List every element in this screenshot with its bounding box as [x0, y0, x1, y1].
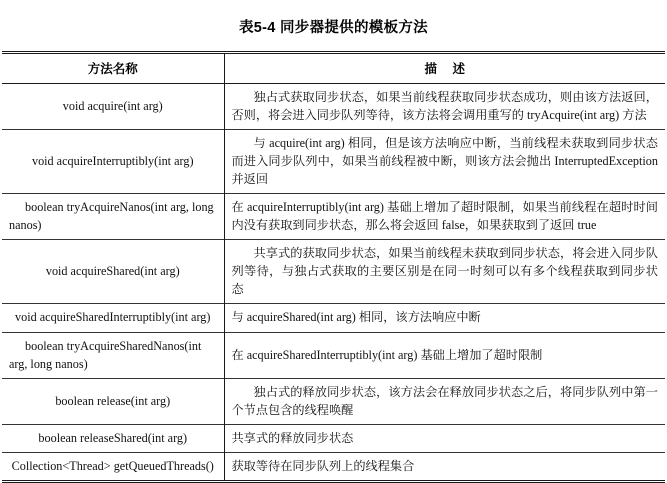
table-row — [2, 194, 665, 240]
cell-description: 独占式获取同步状态，如果当前线程获取同步状态成功，则由该方法返回，否则，将会进入同步队列等待，该方法将会调用重写的 tryAcquire(int arg) 方法 — [224, 84, 665, 130]
cell-method-name: Collection<Thread> getQueuedThreads() — [2, 452, 224, 481]
cell-method-name: boolean release(int arg) — [2, 378, 224, 424]
table-header-row — [2, 53, 665, 84]
table-caption: 表5-4 同步器提供的模板方法 — [239, 20, 428, 36]
table-row — [2, 332, 665, 378]
cell-method-name: void acquireShared(int arg) — [2, 240, 224, 304]
cell-description: 获取等待在同步队列上的线程集合 — [224, 452, 665, 481]
table-row — [2, 378, 665, 424]
cell-method-name: boolean tryAcquireSharedNanos(int arg, long nanos) — [2, 332, 224, 378]
cell-description: 独占式的释放同步状态，该方法会在释放同步状态之后，将同步队列中第一个节点包含的线程唤醒 — [224, 378, 665, 424]
table-row — [2, 240, 665, 304]
table-row — [2, 84, 665, 130]
cell-method-name: boolean tryAcquireNanos(int arg, long nanos) — [2, 194, 224, 240]
cell-method-name: void acquire(int arg) — [62, 99, 163, 114]
column-header-description: 描 述 — [224, 53, 665, 84]
table-row — [2, 130, 665, 194]
cell-description: 共享式的释放同步状态 — [224, 424, 665, 452]
cell-method-name: void acquireSharedInterruptibly(int arg) — [2, 304, 224, 332]
table-body — [2, 84, 665, 482]
cell-description: 在 acquireInterruptibly(int arg) 基础上增加了超时限制，如果当前线程在超时时间内没有获取到同步状态，那么将会返回 false，如果获取到了返回 true — [224, 194, 665, 240]
table-row — [2, 304, 665, 332]
table-row — [2, 452, 665, 481]
table-row — [2, 424, 665, 452]
cell-description: 在 acquireSharedInterruptibly(int arg) 基础上增加了超时限制 — [224, 332, 665, 378]
cell-method-name: boolean releaseShared(int arg) — [2, 424, 224, 452]
cell-description: 共享式的获取同步状态，如果当前线程未获取到同步状态，将会进入同步队列等待，与独占式获取的主要区别是在同一时刻可以有多个线程获取到同步状态 — [224, 240, 665, 304]
sync-template-methods-table — [2, 51, 665, 483]
table-header — [2, 53, 665, 84]
cell-description: 与 acquire(int arg) 相同，但是该方法响应中断，当前线程未获取到同步状态而进入同步队列中，如果当前线程被中断，则该方法会抛出 InterruptedException 并返回 — [224, 130, 665, 194]
column-header-method-name: 方法名称 — [2, 53, 224, 84]
cell-description: 与 acquireShared(int arg) 相同，该方法响应中断 — [224, 304, 665, 332]
cell-method-name: void acquireInterruptibly(int arg) — [2, 130, 224, 194]
